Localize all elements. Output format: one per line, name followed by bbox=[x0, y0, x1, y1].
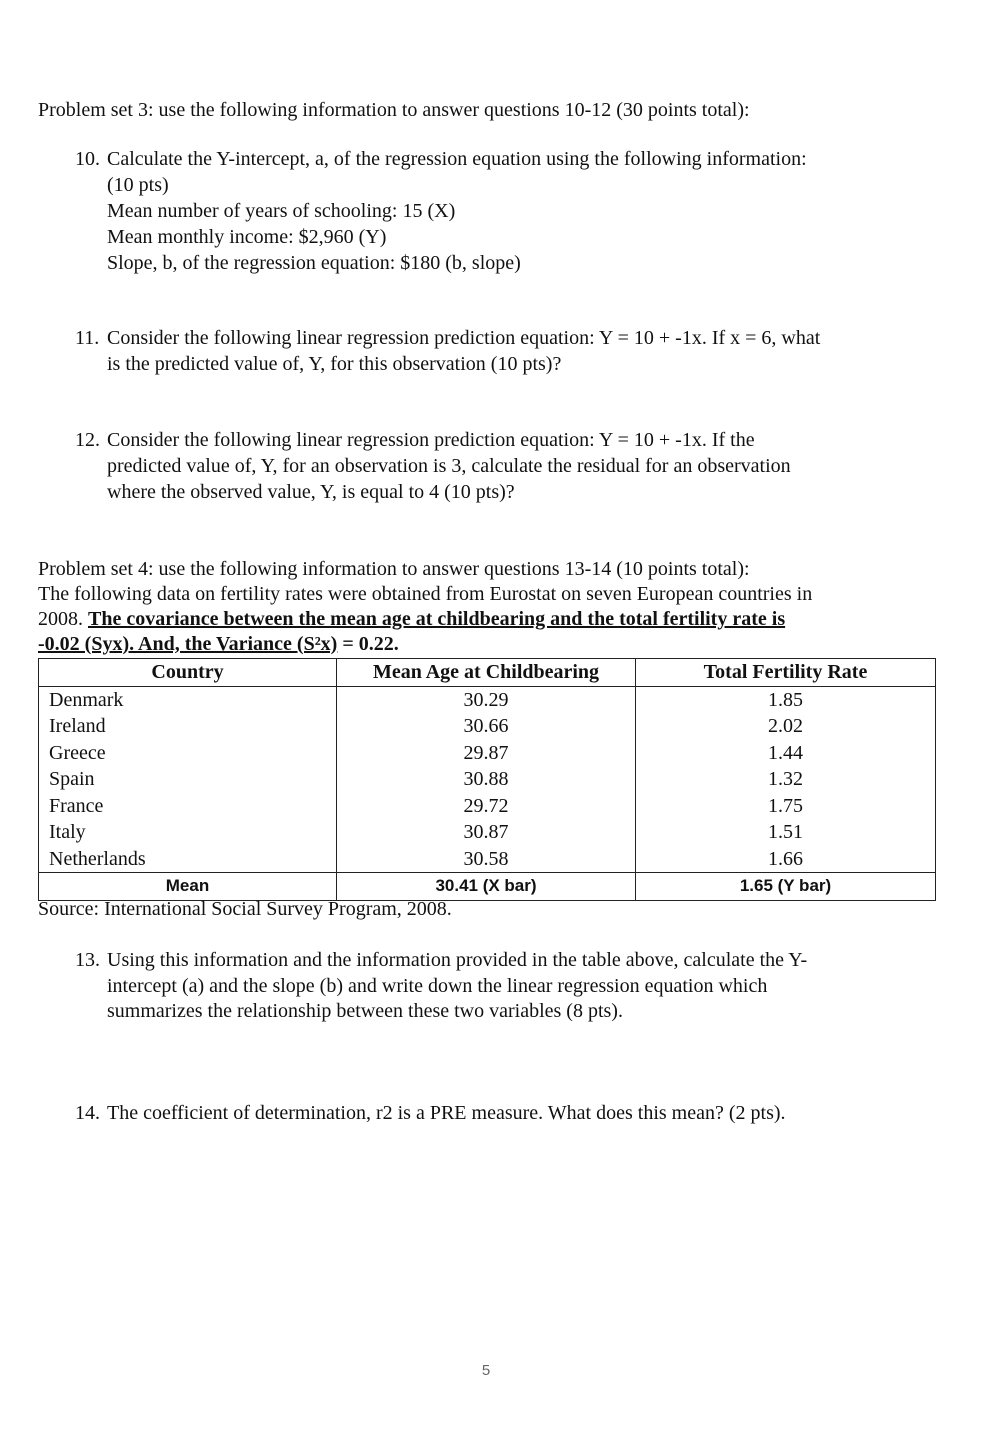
question-text-line: intercept (a) and the slope (b) and write down the linear regression equation which bbox=[107, 975, 768, 997]
mean-row bbox=[39, 873, 936, 901]
table-row bbox=[39, 766, 936, 793]
mean-age-cell: 29.72 bbox=[337, 793, 636, 820]
tfr-cell: 1.85 bbox=[636, 686, 936, 713]
mean-age-cell: 30.66 bbox=[337, 713, 636, 740]
country-cell: Netherlands bbox=[39, 846, 337, 873]
table-header-row bbox=[39, 659, 936, 687]
covariance-statement: The covariance between the mean age at childbearing and the total fertility rate is bbox=[88, 608, 786, 630]
question-text-line: where the observed value, Y, is equal to 4 (10 pts)? bbox=[107, 481, 515, 503]
question-text-line: (10 pts) bbox=[107, 174, 169, 196]
intro-line bbox=[38, 633, 399, 656]
country-cell: Greece bbox=[39, 740, 337, 767]
question-text-line: Slope, b, of the regression equation: $180 (b, slope) bbox=[107, 252, 521, 274]
tfr-cell: 1.66 bbox=[636, 846, 936, 873]
table-row bbox=[39, 713, 936, 740]
mean-age-mean-cell: 30.41 (X bar) bbox=[337, 873, 636, 901]
question-text-line: Consider the following linear regression prediction equation: Y = 10 + -1x. If x = 6, what bbox=[107, 327, 821, 349]
mean-age-cell: 30.58 bbox=[337, 846, 636, 873]
question-text-line: Using this information and the information provided in the table above, calculate the Y- bbox=[107, 949, 808, 971]
fertility-table bbox=[38, 658, 936, 901]
mean-age-cell: 30.29 bbox=[337, 686, 636, 713]
question-text-line: summarizes the relationship between these two variables (8 pts). bbox=[107, 1000, 623, 1022]
table-row bbox=[39, 819, 936, 846]
problem-set-3-heading: Problem set 3: use the following information to answer questions 10-12 (30 points total): bbox=[38, 99, 750, 121]
question-text-line: Mean number of years of schooling: 15 (X) bbox=[107, 200, 456, 222]
table-row bbox=[39, 740, 936, 767]
intro-text: 2008. bbox=[38, 608, 88, 630]
tfr-mean-cell: 1.65 (Y bar) bbox=[636, 873, 936, 901]
country-cell: Ireland bbox=[39, 713, 337, 740]
question-text-line: predicted value of, Y, for an observation is 3, calculate the residual for an observation bbox=[107, 455, 791, 477]
mean-age-cell: 30.87 bbox=[337, 819, 636, 846]
question-number: 14. bbox=[75, 1102, 100, 1124]
variance-value: = 0.22. bbox=[337, 633, 399, 655]
table-row bbox=[39, 846, 936, 873]
column-header: Total Fertility Rate bbox=[636, 659, 936, 687]
question-number: 12. bbox=[75, 429, 100, 451]
page-number: 5 bbox=[481, 1362, 491, 1379]
question-number: 13. bbox=[75, 949, 100, 971]
country-cell: Denmark bbox=[39, 686, 337, 713]
mean-age-cell: 30.88 bbox=[337, 766, 636, 793]
tfr-cell: 2.02 bbox=[636, 713, 936, 740]
tfr-cell: 1.44 bbox=[636, 740, 936, 767]
table-source: Source: International Social Survey Program, 2008. bbox=[38, 898, 452, 920]
question-text-line: Mean monthly income: $2,960 (Y) bbox=[107, 226, 387, 248]
tfr-cell: 1.51 bbox=[636, 819, 936, 846]
tfr-cell: 1.32 bbox=[636, 766, 936, 793]
question-text-line: The coefficient of determination, r2 is a PRE measure. What does this mean? (2 pts). bbox=[107, 1102, 786, 1124]
covariance-value: -0.02 (Syx). And, the Variance (S²x) bbox=[38, 633, 338, 655]
intro-line: The following data on fertility rates were obtained from Eurostat on seven European countries in bbox=[38, 583, 813, 605]
question-text-line: Calculate the Y-intercept, a, of the regression equation using the following information: bbox=[107, 148, 807, 170]
question-text-line: Consider the following linear regression prediction equation: Y = 10 + -1x. If the bbox=[107, 429, 755, 451]
country-cell: France bbox=[39, 793, 337, 820]
country-cell: Italy bbox=[39, 819, 337, 846]
table-row bbox=[39, 793, 936, 820]
country-cell: Spain bbox=[39, 766, 337, 793]
mean-age-cell: 29.87 bbox=[337, 740, 636, 767]
column-header: Country bbox=[39, 659, 337, 687]
intro-line bbox=[38, 608, 785, 631]
column-header: Mean Age at Childbearing bbox=[337, 659, 636, 687]
table-row bbox=[39, 686, 936, 713]
question-number: 10. bbox=[75, 148, 100, 170]
question-number: 11. bbox=[75, 327, 100, 349]
mean-label-cell: Mean bbox=[39, 873, 337, 901]
tfr-cell: 1.75 bbox=[636, 793, 936, 820]
question-text-line: is the predicted value of, Y, for this observation (10 pts)? bbox=[107, 353, 562, 375]
problem-set-4-heading: Problem set 4: use the following information to answer questions 13-14 (10 points total): bbox=[38, 558, 750, 580]
